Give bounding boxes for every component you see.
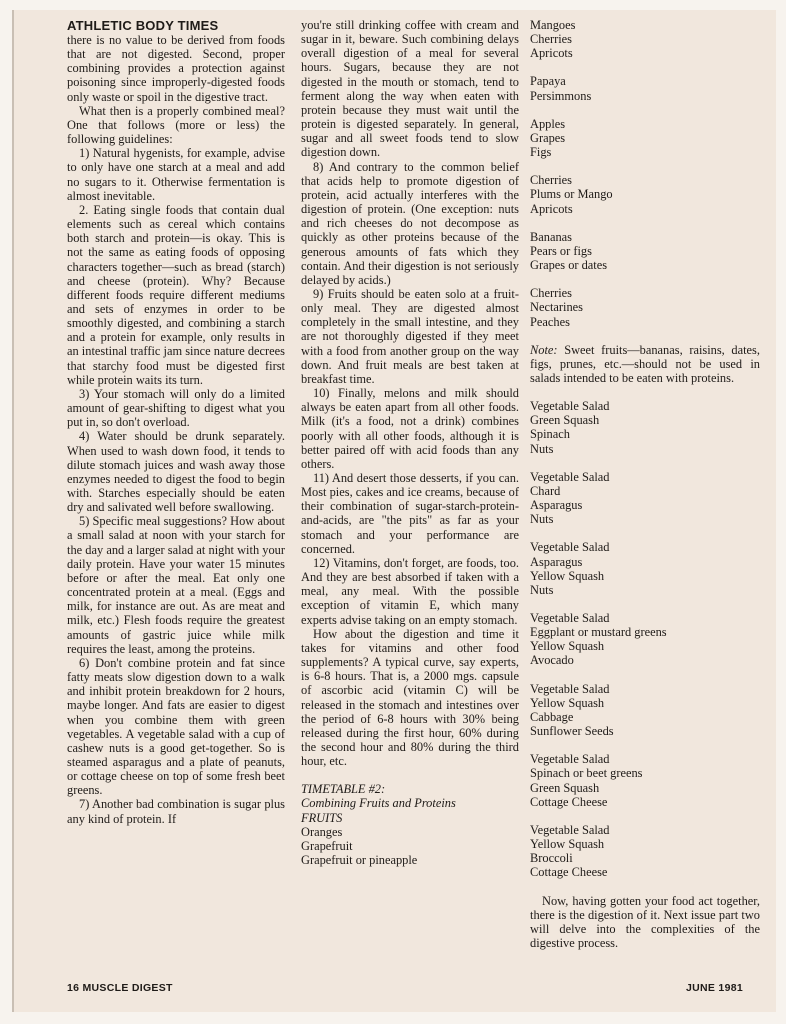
food-item: Pears or figs (530, 243, 592, 258)
food-group (530, 399, 760, 456)
timetable-section: FRUITS (301, 810, 343, 825)
note (530, 343, 760, 385)
food-item: Vegetable Salad (530, 469, 610, 484)
magazine-page (12, 10, 776, 1012)
food-item: Vegetable Salad (530, 681, 610, 696)
food-item: Yellow Squash (530, 695, 605, 710)
paragraph: 10) Finally, melons and milk should always be eaten apart from all other foods. Milk (it's a food, not a drink) combines poorly with all other foods, although it is better paired off with acid foods than any others. (301, 386, 519, 471)
column-2 (301, 18, 519, 867)
timetable-title: TIMETABLE #2: (301, 782, 386, 797)
paragraph: 8) And contrary to the common belief that acids help to promote digestion of protein, acid actually interferes with the digestion of protein. (One exception: nuts and rich cheeses do not decompose as quickly as other proteins because of the generous amounts of fats which they contain. And their digestion is not seriously delayed by acids.) (301, 159, 519, 287)
food-group (530, 611, 760, 668)
food-item: Apples (530, 116, 566, 131)
food-item: Chard (530, 483, 561, 498)
food-item: Cottage Cheese (530, 865, 608, 880)
food-group (530, 117, 760, 159)
paragraph: 4) Water should be drunk separately. When used to wash down food, it tends to dilute stomach juices and wash away those enzymes needed to digest the food to begin with. Starches especially should be eaten dry and salivated well before swallowing. (67, 429, 285, 515)
food-item: Vegetable Salad (530, 752, 610, 767)
food-item: Nuts (530, 582, 554, 597)
food-item: Cabbage (530, 709, 574, 724)
food-item: Apricots (530, 201, 573, 216)
paragraph: 9) Fruits should be eaten solo at a fruit-only meal. They are digested almost completely in the small intestine, and they are not thoroughly digested if they meet with a food from another group on the way down. And fruit meals are best taken at breakfast time. (301, 286, 519, 386)
paragraph: How about the digestion and time it takes for vitamins and other food supplements? A typical curve, say experts, is 6-8 hours. That is, a 2000 mgs. capsule of ascorbic acid (vitamin C) will be released in the stomach and intestines over the period of 6-8 hours with 30% being released during the first hour, 60% during the second hour and 80% during the third hour, etc. (301, 626, 519, 769)
note-text: Sweet fruits—bananas, raisins, dates, figs, prunes, etc.—should not be used in salads intended to be eaten with proteins. (530, 342, 760, 385)
food-item: Sunflower Seeds (530, 724, 614, 739)
column-1 (67, 18, 285, 826)
food-item: Peaches (530, 314, 570, 329)
food-item: Figs (530, 145, 552, 160)
timetable-item: Grapefruit (301, 838, 353, 853)
food-item: Yellow Squash (530, 837, 605, 852)
food-item: Yellow Squash (530, 639, 605, 654)
vegetable-combinations (530, 399, 760, 879)
note-label: Note: (530, 342, 558, 357)
food-item: Asparagus (530, 554, 583, 569)
food-item: Plums or Mango (530, 187, 613, 202)
timetable-item: Oranges (301, 824, 343, 839)
food-item: Broccoli (530, 851, 573, 866)
food-item: Grapes or dates (530, 258, 608, 273)
food-group (530, 286, 760, 328)
paragraph: there is no value to be derived from foods that are not digested. Second, proper combining provides a protection against poisoning since improperly-digested foods only waste or spoil in the digestive tract. (67, 33, 285, 104)
food-group (530, 230, 760, 272)
fruit-combinations (530, 18, 760, 329)
paragraph: What then is a properly combined meal? One that follows (more or less) the following guidelines: (67, 103, 285, 147)
food-item: Green Squash (530, 413, 600, 428)
food-item: Cottage Cheese (530, 794, 608, 809)
food-group (530, 752, 760, 809)
food-item: Papaya (530, 74, 566, 89)
food-item: Yellow Squash (530, 568, 605, 583)
food-item: Vegetable Salad (530, 399, 610, 414)
food-item: Eggplant or mustard greens (530, 625, 667, 640)
food-item: Nuts (530, 441, 554, 456)
food-item: Cherries (530, 32, 572, 47)
food-group (530, 74, 760, 102)
food-item: Vegetable Salad (530, 540, 610, 555)
food-group (530, 470, 760, 527)
food-item: Vegetable Salad (530, 611, 610, 625)
food-group (530, 18, 760, 60)
timetable-subtitle: Combining Fruits and Proteins (301, 796, 456, 811)
food-item: Persimmons (530, 88, 592, 103)
closing-paragraph: Now, having gotten your food act together, there is the digestion of it. Next issue part two will delve into the complexities of the digestive process. (530, 893, 760, 950)
paragraph: 6) Don't combine protein and fat since fatty meats slow digestion down to a walk and inhibit protein breakdown for 2 hours, maybe longer. And fats are easier to digest when you combine them with green vegetables. A vegetable salad with a cup of cashew nuts is a good get-together. So is steamed asparagus and a plate of peanuts, or cottage cheese on top of some fresh beet greens. (67, 655, 285, 798)
paragraph: 12) Vitamins, don't forget, are foods, too. And they are best absorbed if taken with a meal, any meal. With the possible exception of vitamin E, which many experts advise taking on an empty stomach. (301, 555, 519, 627)
food-item: Spinach or beet greens (530, 766, 643, 781)
food-item: Cherries (530, 173, 572, 188)
food-item: Spinach (530, 427, 570, 442)
section-heading: ATHLETIC BODY TIMES (67, 18, 219, 33)
column-3 (530, 18, 760, 950)
paragraph: 3) Your stomach will only do a limited amount of gear-shifting to digest what you put in, so don't overload. (67, 386, 285, 430)
paragraph: 2. Eating single foods that contain dual elements such as cereal which contains both starch and protein—is okay. This is not the same as eating foods of opposing characters together—such as bread (starch) and cheese (protein). Why? Because different foods require different mediums and sets of enzymes in order to be smoothly digested, and combining a starch and a protein for example, only results in an intestinal traffic jam since nature decrees that starchy food must be digested first while protein waits its turn. (67, 202, 285, 387)
paragraph: 5) Specific meal suggestions? How about a small salad at noon with your starch for the day and a larger salad at night with your daily protein. Have your water 15 minutes before or after the meal. Eat only one concentrated protein at a meal. (Eggs and milk, for instance are out. As are meat and milk, etc.) Flesh foods require the greatest amounts of gastric juice while milk requires the least, among the proteins. (67, 514, 285, 656)
food-item: Avocado (530, 653, 574, 668)
page-footer-left: 16 MUSCLE DIGEST (67, 982, 173, 994)
food-group (530, 173, 760, 215)
food-item: Asparagus (530, 498, 583, 513)
paragraph: 1) Natural hygenists, for example, advise to only have one starch at a meal and add no sugars to it. Otherwise fermentation is almost inevitable. (67, 146, 285, 203)
food-item: Nectarines (530, 300, 583, 315)
timetable-item: Grapefruit or pineapple (301, 853, 418, 868)
food-item: Vegetable Salad (530, 822, 610, 837)
page-footer-right: JUNE 1981 (686, 982, 743, 994)
food-item: Mangoes (530, 18, 576, 32)
food-item: Cherries (530, 286, 572, 301)
food-item: Apricots (530, 46, 573, 61)
food-item: Grapes (530, 130, 566, 145)
food-group (530, 540, 760, 597)
timetable (301, 782, 519, 867)
paragraph: you're still drinking coffee with cream and sugar in it, beware. Such combining delays overall digestion of a meal for several hours. Sugars, because they are not digested in the mouth or stomach, tend to ferment along the way when eaten with protein because they must wait until the protein is digested separately. In general, sugar and all sweet foods tend to slow digestion down. (301, 18, 519, 160)
paragraph: 7) Another bad combination is sugar plus any kind of protein. If (67, 797, 285, 826)
food-item: Bananas (530, 229, 572, 244)
paragraph: 11) And desert those desserts, if you can. Most pies, cakes and ice creams, because of their combination of sugar-starch-protein-and-acids, are "the pits" as far as your stomach and your performance are concerned. (301, 471, 519, 556)
food-group (530, 823, 760, 880)
food-item: Green Squash (530, 780, 600, 795)
food-item: Nuts (530, 512, 554, 527)
food-group (530, 682, 760, 739)
